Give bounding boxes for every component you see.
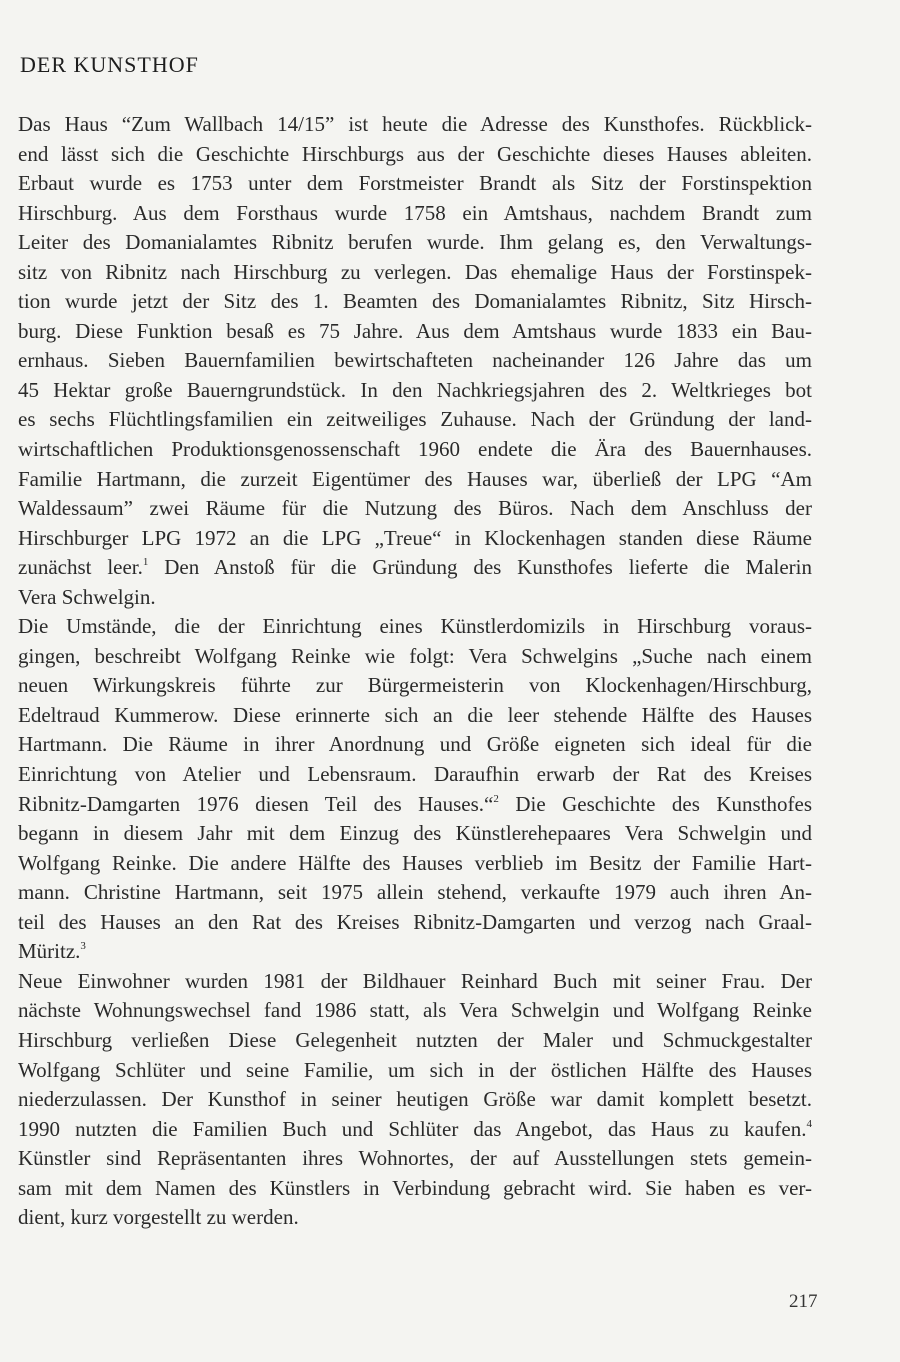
text-line bbox=[18, 790, 812, 820]
text-line: begann in diesem Jahr mit dem Einzug des Künstlerehepaares Vera Schwelgin und bbox=[18, 821, 812, 846]
text-segment: Müritz. bbox=[18, 939, 81, 964]
text-line: teil des Hauses an den Rat des Kreises Ribnitz-Damgarten und verzog nach Graal- bbox=[18, 909, 812, 934]
footnote-ref-4: 4 bbox=[806, 1117, 812, 1130]
text-line: Künstler sind Repräsentanten ihres Wohnortes, der auf Ausstellungen stets gemein- bbox=[18, 1146, 812, 1171]
text-line: Edeltraud Kummerow. Diese erinnerte sich an die leer stehende Hälfte des Hauses bbox=[18, 702, 812, 727]
text-line: dient, kurz vorgestellt zu werden. bbox=[18, 1205, 299, 1230]
chapter-heading: DER KUNSTHOF bbox=[20, 52, 199, 77]
footnote-ref-3: 3 bbox=[80, 940, 86, 953]
text-line: sitz von Ribnitz nach Hirschburg zu verlegen. Das ehemalige Haus der Forstinspek- bbox=[18, 259, 812, 284]
text-line: Neue Einwohner wurden 1981 der Bildhauer Reinhard Buch mit seiner Frau. Der bbox=[18, 968, 812, 993]
text-segment: Die Geschichte des Kunsthofes bbox=[498, 791, 813, 816]
footnote-ref-1: 1 bbox=[142, 556, 149, 569]
text-line: es sechs Flüchtlingsfamilien ein zeitweiliges Zuhause. Nach der Gründung der land- bbox=[18, 407, 812, 432]
text-line: Waldessaum” zwei Räume für die Nutzung des Büros. Nach dem Anschluss der bbox=[18, 496, 812, 521]
text-line: gingen, beschreibt Wolfgang Reinke wie folgt: Vera Schwelgins „Suche nach einem bbox=[18, 643, 812, 668]
text-segment: 1990 nutzten die Familien Buch und Schlüter das Angebot, das Haus zu kaufen. bbox=[18, 1116, 807, 1141]
text-line: Wolfgang Schlüter und seine Familie, um sich in der östlichen Hälfte des Hauses bbox=[18, 1057, 812, 1082]
text-line: niederzulassen. Der Kunsthof in seiner heutigen Größe war damit komplett besetzt. bbox=[18, 1087, 812, 1112]
text-segment: Den Anstoß für die Gründung des Kunsthofes lieferte die Malerin bbox=[148, 555, 812, 580]
text-line: Leiter des Domanialamtes Ribnitz berufen wurde. Ihm gelang es, den Verwaltungs- bbox=[18, 230, 812, 255]
text-line: Hirschburg. Aus dem Forsthaus wurde 1758 ein Amtshaus, nachdem Brandt zum bbox=[18, 200, 812, 225]
text-line: end lässt sich die Geschichte Hirschburgs aus der Geschichte dieses Hauses ableiten. bbox=[18, 141, 812, 166]
text-line: Hirschburg verließen Diese Gelegenheit nutzten der Maler und Schmuckgestalter bbox=[18, 1027, 812, 1052]
text-line bbox=[18, 553, 812, 583]
text-line: nächste Wohnungswechsel fand 1986 statt, als Vera Schwelgin und Wolfgang Reinke bbox=[18, 998, 812, 1023]
text-line: neuen Wirkungskreis führte zur Bürgermeisterin von Klockenhagen/Hirschburg, bbox=[18, 673, 812, 698]
text-line: Familie Hartmann, die zurzeit Eigentümer des Hauses war, überließ der LPG “Am bbox=[18, 466, 812, 491]
text-line: 45 Hektar große Bauerngrundstück. In den Nachkriegsjahren des 2. Weltkrieges bot bbox=[18, 377, 812, 402]
text-line: Hartmann. Die Räume in ihrer Anordnung und Größe eigneten sich ideal für die bbox=[18, 732, 812, 757]
text-line: Vera Schwelgin. bbox=[18, 584, 156, 609]
paragraph-3 bbox=[18, 967, 812, 1233]
text-line bbox=[18, 1115, 812, 1145]
text-line: mann. Christine Hartmann, seit 1975 allein stehend, verkaufte 1979 auch ihren An- bbox=[18, 880, 812, 905]
text-line: tion wurde jetzt der Sitz des 1. Beamten des Domanialamtes Ribnitz, Sitz Hirsch- bbox=[18, 289, 812, 314]
text-line: wirtschaftlichen Produktionsgenossenschaft 1960 endete die Ära des Bauernhauses. bbox=[18, 437, 812, 462]
text-line: Die Umstände, die der Einrichtung eines Künstlerdomizils in Hirschburg voraus- bbox=[18, 614, 812, 639]
page-number: 217 bbox=[789, 1291, 818, 1312]
text-segment: zunächst leer. bbox=[18, 555, 143, 580]
text-line: Das Haus “Zum Wallbach 14/15” ist heute die Adresse des Kunsthofes. Rückblick- bbox=[18, 112, 812, 136]
body-text bbox=[18, 110, 812, 1233]
text-line: Wolfgang Reinke. Die andere Hälfte des Hauses verblieb im Besitz der Familie Hart- bbox=[18, 850, 812, 875]
text-line: Hirschburger LPG 1972 an die LPG „Treue“ in Klockenhagen standen diese Räume bbox=[18, 525, 812, 550]
text-line: ernhaus. Sieben Bauernfamilien bewirtschafteten nacheinander 126 Jahre das um bbox=[18, 348, 812, 373]
text-line: burg. Diese Funktion besaß es 75 Jahre. Aus dem Amtshaus wurde 1833 ein Bau- bbox=[18, 318, 812, 343]
text-line: Erbaut wurde es 1753 unter dem Forstmeister Brandt als Sitz der Forstinspektion bbox=[18, 171, 812, 196]
text-line bbox=[18, 937, 812, 967]
text-segment: Ribnitz-Damgarten 1976 diesen Teil des Hauses.“ bbox=[18, 791, 494, 816]
paragraph-2 bbox=[18, 612, 812, 967]
text-line: Einrichtung von Atelier und Lebensraum. Daraufhin erwarb der Rat des Kreises bbox=[18, 762, 812, 787]
footnote-ref-2: 2 bbox=[493, 792, 499, 805]
text-line: sam mit dem Namen des Künstlers in Verbindung gebracht wird. Sie haben es ver- bbox=[18, 1175, 812, 1200]
paragraph-1 bbox=[18, 110, 812, 612]
